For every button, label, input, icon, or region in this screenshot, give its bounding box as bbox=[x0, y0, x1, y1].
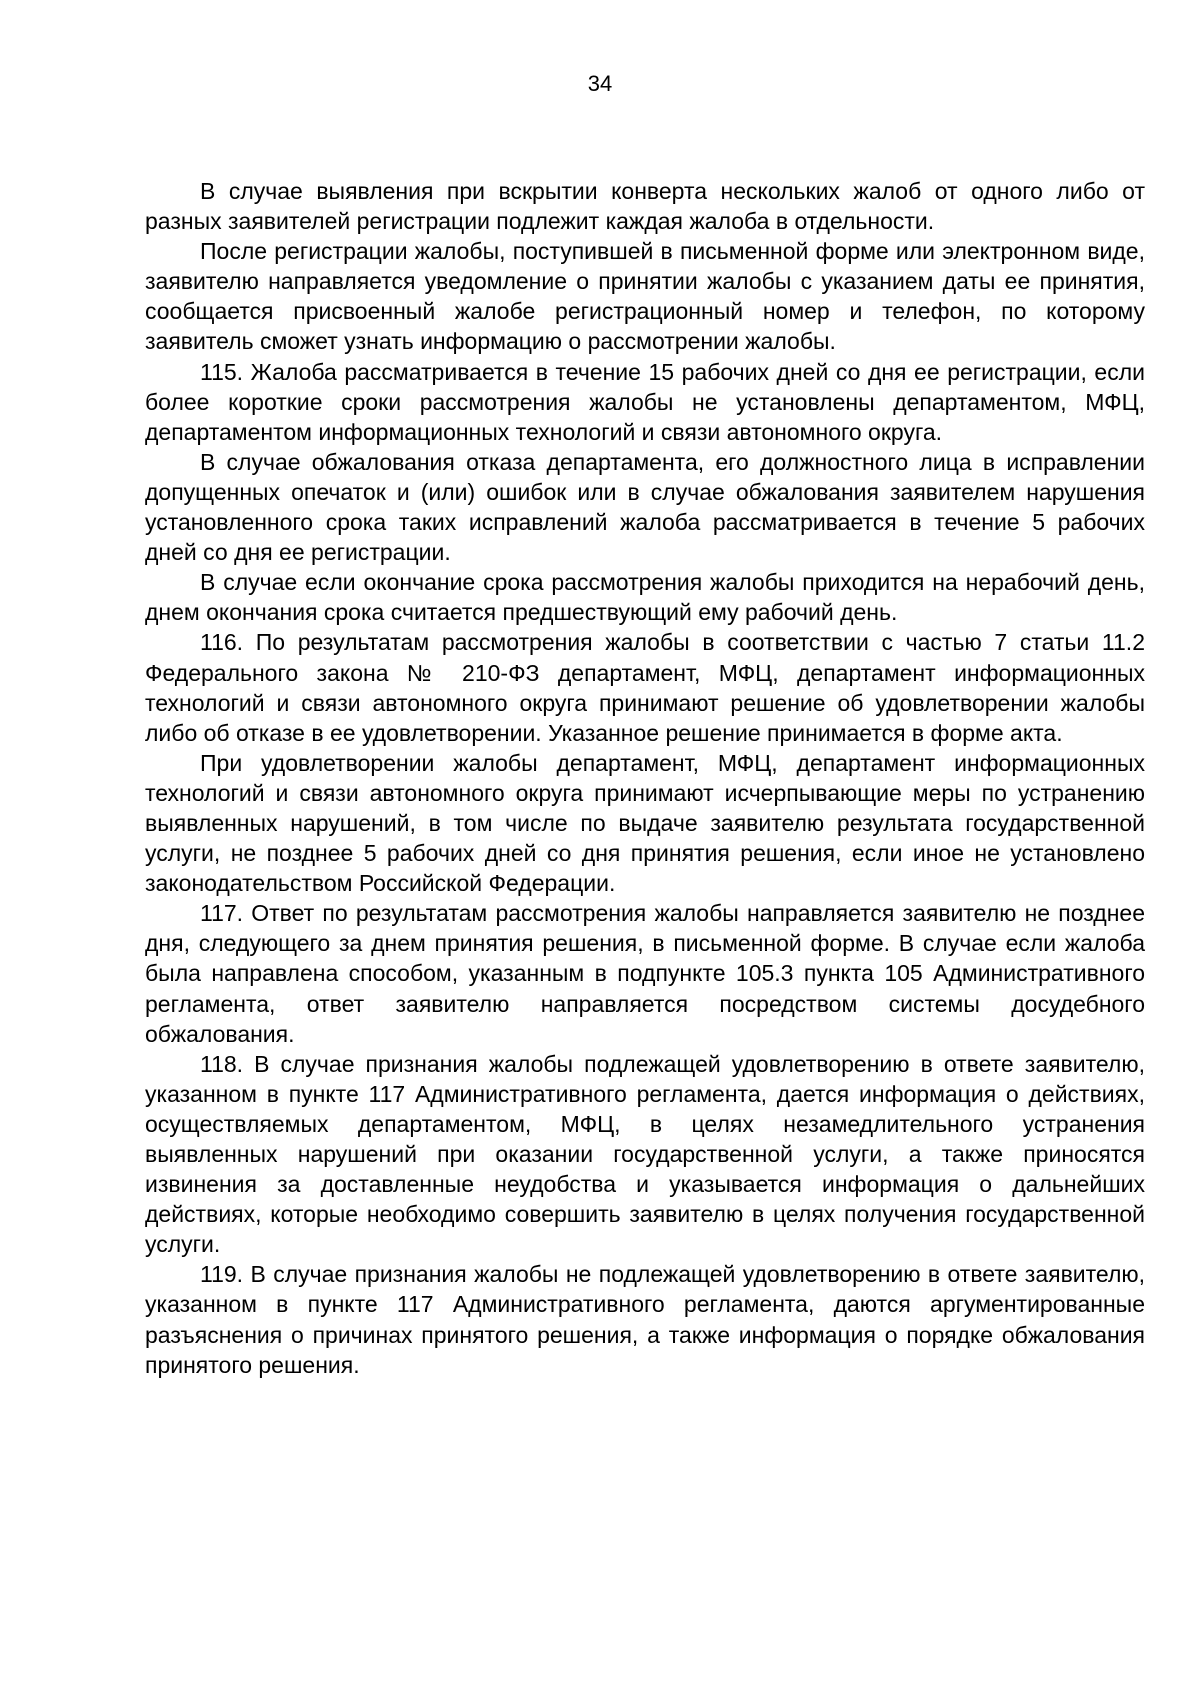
paragraph-satisfaction-measures: При удовлетворении жалобы департамент, МФЦ, департамент информационных технологий и связи автономного округа принимают исчерпывающие меры по устранению выявленных нарушений, в том числе по выдаче заявителю результата государственной услуги, не позднее 5 рабочих дней со дня принятия решения, если иное не установлено законодательством Российской Федерации. bbox=[145, 749, 1145, 897]
document-body bbox=[145, 176, 1145, 1380]
paragraph-registration-notice: После регистрации жалобы, поступившей в письменной форме или электронном виде, заявителю направляется уведомление о принятии жалобы с указанием даты ее принятия, сообщается присвоенный жалобе регистрационный номер и телефон, по которому заявитель сможет узнать информацию о рассмотрении жалобы. bbox=[145, 238, 1145, 355]
paragraph-119: 119. В случае признания жалобы не подлежащей удовлетворению в ответе заявителю, указанном в пункте 117 Административного регламента, даются аргументированные разъяснения о причинах принятого решения, а также информация о порядке обжалования принятого решения. bbox=[145, 1261, 1145, 1378]
paragraph-116: 116. По результатам рассмотрения жалобы в соответствии с частью 7 статьи 11.2 Федерального закона № 210-ФЗ департамент, МФЦ, департамент информационных технологий и связи автономного округа принимают решение об удовлетворении жалобы либо об отказе в ее удовлетворении. Указанное решение принимается в форме акта. bbox=[145, 629, 1145, 746]
page-number: 34 bbox=[587, 71, 613, 96]
paragraph-118: 118. В случае признания жалобы подлежащей удовлетворению в ответе заявителю, указанном в пункте 117 Административного регламента, дается информация о действиях, осуществляемых департаментом, МФЦ, в целях незамедлительного устранения выявленных нарушений при оказании государственной услуги, а также приносятся извинения за доставленные неудобства и указывается информация о дальнейших действиях, которые необходимо совершить заявителю в целях получения государственной услуги. bbox=[145, 1050, 1145, 1258]
paragraph-non-working-day: В случае если окончание срока рассмотрения жалобы приходится на нерабочий день, днем окончания срока считается предшествующий ему рабочий день. bbox=[145, 569, 1145, 626]
paragraph-envelope-complaints: В случае выявления при вскрытии конверта нескольких жалоб от одного либо от разных заявителей регистрации подлежит каждая жалоба в отдельности. bbox=[145, 178, 1145, 235]
paragraph-117: 117. Ответ по результатам рассмотрения жалобы направляется заявителю не позднее дня, следующего за днем принятия решения, в письменной форме. В случае если жалоба была направлена способом, указанным в подпункте 105.3 пункта 105 Административного регламента, ответ заявителю направляется посредством системы досудебного обжалования. bbox=[145, 900, 1145, 1047]
paragraph-typo-appeal: В случае обжалования отказа департамента, его должностного лица в исправлении допущенных опечаток и (или) ошибок или в случае обжалования заявителем нарушения установленного срока таких исправлений жалоба рассматривается в течение 5 рабочих дней со дня ее регистрации. bbox=[145, 448, 1145, 566]
paragraph-115: 115. Жалоба рассматривается в течение 15 рабочих дней со дня ее регистрации, если более короткие сроки рассмотрения жалобы не установлены департаментом, МФЦ, департаментом информационных технологий и связи автономного округа. bbox=[145, 358, 1145, 445]
